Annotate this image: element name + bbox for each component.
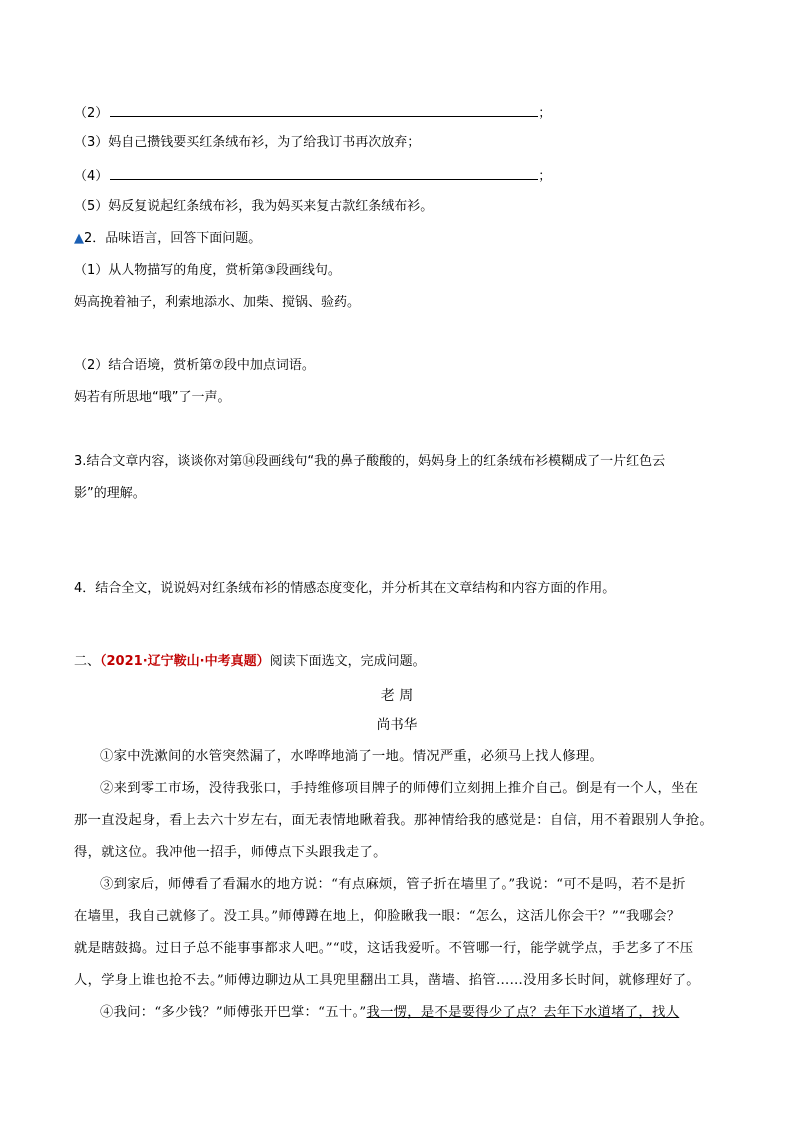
- q1-item-5: （5）妈反复说起红条绒布衫，我为妈买来复古款红条绒布衫。: [74, 199, 434, 214]
- item-end: ；: [538, 106, 552, 121]
- paragraph-2-line-1: ②来到零工市场，没待我张口，手持维修项目牌子的师傅们立刻拥上推介自己。倒是有一个人，坐在: [100, 781, 699, 796]
- q2-heading-text: 2．品味语言，回答下面问题。: [84, 231, 262, 246]
- section-prefix: 二、: [74, 654, 101, 669]
- paragraph-4-line-1: [100, 1005, 750, 1021]
- q1-item-3: （3）妈自己攒钱要买红条绒布衫，为了给我订书再次放弃；: [74, 135, 421, 150]
- paragraph-3-line-3: 就是瞎鼓捣。过日子总不能事事都求人吧。”“哎，这话我爱听。不管哪一行，能学就学点，手艺多了不压: [74, 941, 694, 956]
- section-instruction: 阅读下面选文，完成问题。: [269, 654, 426, 669]
- paragraph-3-line-1: ③到家后，师傅看了看漏水的地方说：“有点麻烦，管子折在墙里了。”我说：“可不是吗，若不是折: [100, 877, 686, 892]
- q3-line-1: 3.结合文章内容，谈谈你对第⑭段画线句“我的鼻子酸酸的，妈妈身上的红条绒布衫模糊成了一片红色云: [74, 454, 666, 469]
- item-label: （4）: [74, 169, 109, 184]
- triangle-marker-icon: ▲: [74, 231, 84, 246]
- passage-title: 老 周: [380, 688, 414, 704]
- paragraph-4-start: ④我问：“多少钱？”师傅张开巴掌：“五十。”: [100, 1005, 367, 1020]
- q2-sub2-quote: 妈若有所思地“哦”了一声。: [74, 390, 231, 405]
- paragraph-1: ①家中洗漱间的水管突然漏了，水哗哗地淌了一地。情况严重，必须马上找人修理。: [100, 749, 604, 764]
- q2-sub1: （1）从人物描写的角度，赏析第③段画线句。: [74, 263, 341, 278]
- item-label: （2）: [74, 106, 109, 121]
- underlined-sentence: 我一愣，是不是要得少了点？去年下水道堵了，找人: [366, 1005, 680, 1020]
- passage-author: 尚书华: [376, 717, 418, 733]
- q2-heading: [74, 231, 261, 247]
- q2-sub1-quote: 妈高挽着袖子，利索地添水、加柴、搅锅、验药。: [74, 295, 361, 310]
- item-end: ；: [538, 169, 552, 184]
- answer-blank[interactable]: [110, 104, 538, 117]
- q2-sub2: （2）结合语境，赏析第⑦段中加点词语。: [74, 358, 315, 373]
- paragraph-3-line-4: 人，学身上谁也抢不去。”师傅边聊边从工具兜里翻出工具，凿墙、掐管……没用多长时间，就修理好了。: [74, 973, 700, 988]
- q4-text: 4．结合全文，说说妈对红条绒布衫的情感态度变化，并分析其在文章结构和内容方面的作用。: [74, 581, 616, 596]
- section2-heading: [74, 654, 426, 670]
- paragraph-2-line-3: 得，就这位。我冲他一招手，师傅点下头跟我走了。: [74, 845, 387, 860]
- q1-item-2: [74, 104, 551, 122]
- q3-line-2: 影”的理解。: [74, 486, 146, 501]
- source-tag: （2021·辽宁鞍山·中考真题）: [100, 654, 270, 669]
- q1-item-4: [74, 167, 551, 185]
- answer-blank[interactable]: [110, 167, 538, 180]
- paragraph-3-line-2: 在墙里，我自己就修了。没工具。”师傅蹲在地上，仰脸瞅我一眼：“怎么，这活儿你会干？”“我哪会？: [74, 909, 681, 924]
- paragraph-2-line-2: 那一直没起身，看上去六十岁左右，面无表情地瞅着我。那神情给我的感觉是：自信，用不着跟别人争抢。: [74, 813, 714, 828]
